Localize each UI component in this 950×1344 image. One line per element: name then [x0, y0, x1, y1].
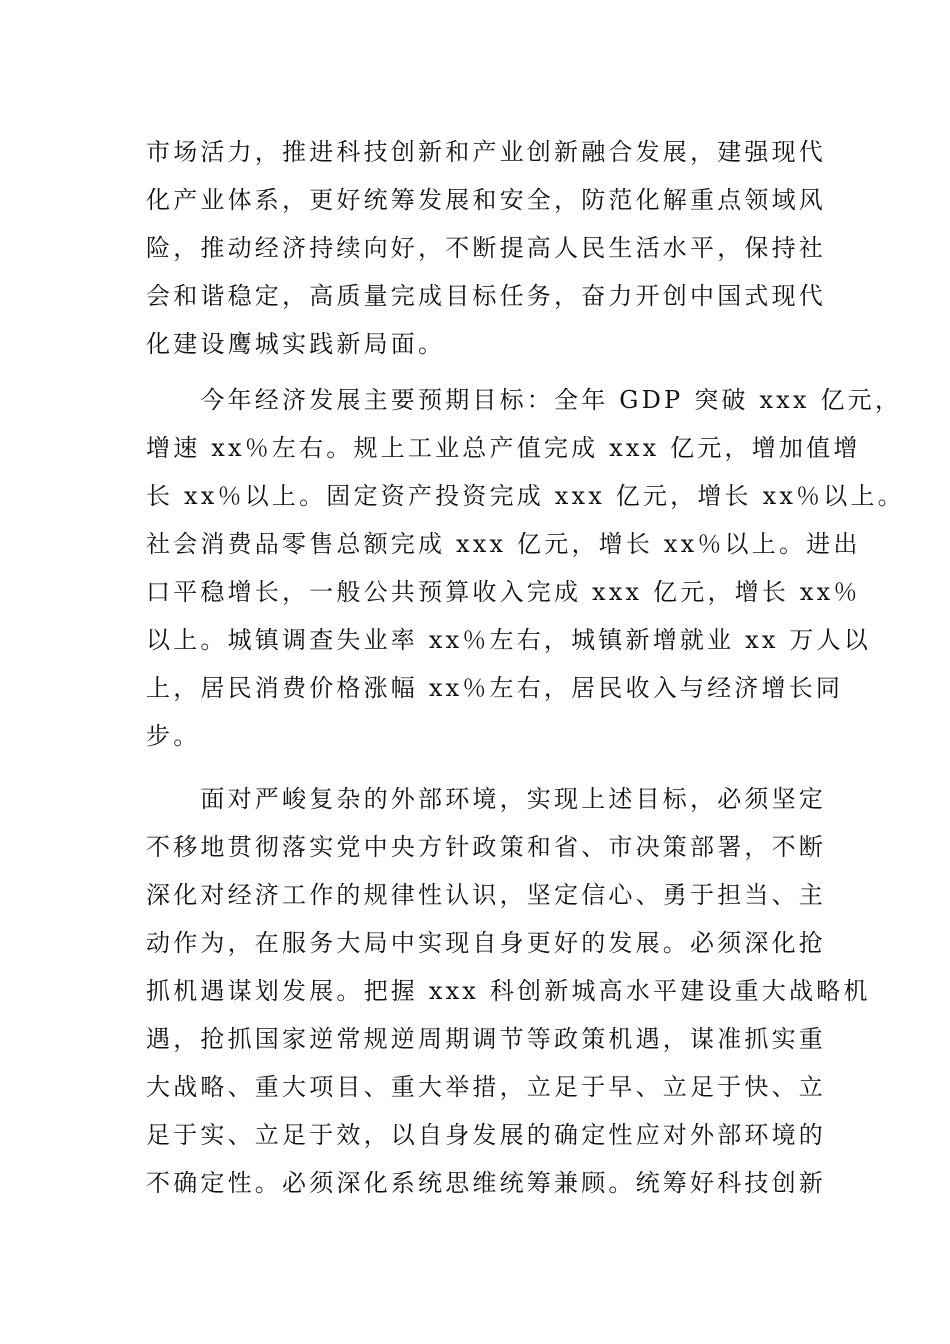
text-line: 化建设鹰城实践新局面。 [146, 330, 446, 358]
paragraph-2 [146, 376, 905, 760]
text-line: 今年经济发展主要预期目标：全年 GDP 突破 xxx 亿元， [146, 386, 903, 414]
text-line: 化产业体系，更好统筹发展和安全，防范化解重点领域风 [146, 186, 826, 214]
text-line: 不移地贯彻落实党中央方针政策和省、市决策部署，不断 [146, 833, 826, 861]
text-line: 上，居民消费价格涨幅 xx％左右，居民收入与经济增长同 [146, 674, 844, 702]
text-line: 大战略、重大项目、重大举措，立足于早、立足于快、立 [146, 1073, 826, 1101]
text-line: 市场活力，推进科技创新和产业创新融合发展，建强现代 [146, 138, 826, 166]
text-line: 社会消费品零售总额完成 xxx 亿元，增长 xx％以上。进出 [146, 530, 861, 558]
text-line: 险，推动经济持续向好，不断提高人民生活水平，保持社 [146, 234, 826, 262]
text-line: 会和谐稳定，高质量完成目标任务，奋力开创中国式现代 [146, 282, 826, 310]
text-line: 面对严峻复杂的外部环境，实现上述目标，必须坚定 [146, 785, 826, 813]
text-line: 以上。城镇调查失业率 xx％左右，城镇新增就业 xx 万人以 [146, 626, 872, 654]
text-line: 长 xx％以上。固定资产投资完成 xxx 亿元，增长 xx％以上。 [146, 482, 905, 510]
text-line: 抓机遇谋划发展。把握 xxx 科创新城高水平建设重大战略机 [146, 977, 871, 1005]
text-line: 步。 [146, 722, 201, 750]
text-line: 增速 xx％左右。规上工业总产值完成 xxx 亿元，增加值增 [146, 434, 861, 462]
text-line: 深化对经济工作的规律性认识，坚定信心、勇于担当、主 [146, 881, 826, 909]
text-line: 足于实、立足于效，以自身发展的确定性应对外部环境的 [146, 1121, 826, 1149]
paragraph-3 [146, 775, 871, 1207]
text-line: 遇，抢抓国家逆常规逆周期调节等政策机遇，谋准抓实重 [146, 1025, 826, 1053]
text-line: 口平稳增长，一般公共预算收入完成 xxx 亿元，增长 xx％ [146, 578, 861, 606]
paragraph-1 [146, 128, 826, 368]
text-line: 不确定性。必须深化系统思维统筹兼顾。统筹好科技创新 [146, 1169, 826, 1197]
text-line: 动作为，在服务大局中实现自身更好的发展。必须深化抢 [146, 929, 826, 957]
